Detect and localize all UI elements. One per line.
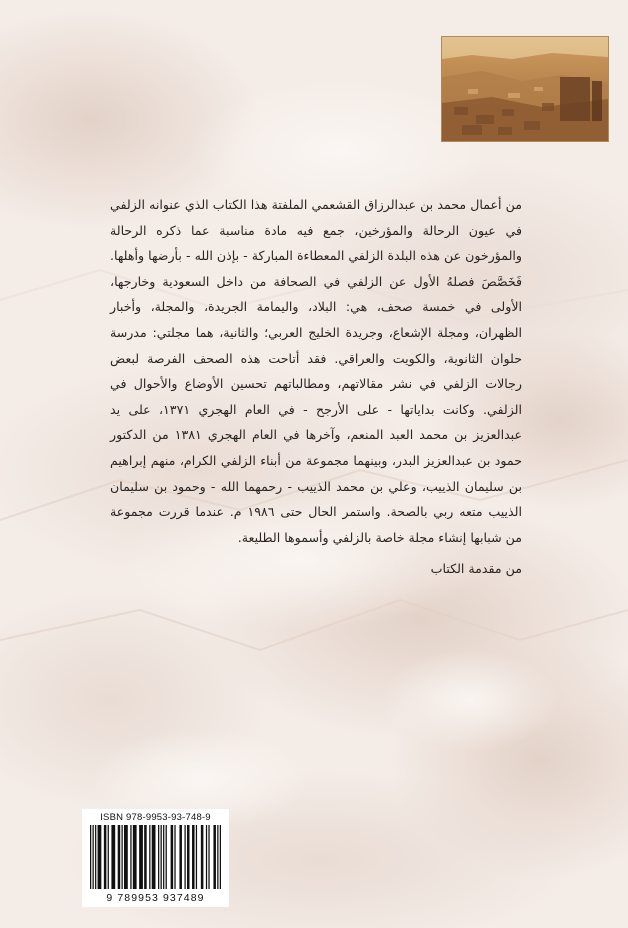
barcode-bar (149, 825, 150, 889)
barcode-bar (161, 825, 162, 889)
barcode-bar (118, 825, 121, 889)
barcode-bar (217, 825, 218, 889)
isbn-barcode (82, 809, 229, 907)
barcode-bar (192, 825, 195, 889)
isbn-label: ISBN 978-9953-93-748-9 (100, 812, 211, 823)
barcode-bar (144, 825, 147, 889)
barcode-bar (104, 825, 107, 889)
barcode-bar (184, 825, 185, 889)
barcode-bar (174, 825, 175, 889)
barcode-bar (163, 825, 164, 889)
barcode-bar (93, 825, 94, 889)
barcode-bar (208, 825, 209, 889)
barcode-bar (196, 825, 197, 889)
barcode-bars (90, 825, 221, 889)
barcode-bar (121, 825, 122, 889)
barcode-bar (213, 825, 216, 889)
barcode-bar (130, 825, 131, 889)
desert-ruins-photo (441, 36, 609, 142)
isbn-digits: 9 789953 937489 (106, 892, 205, 904)
barcode-bar (220, 825, 221, 889)
barcode-bar (158, 825, 159, 889)
barcode-bar (108, 825, 109, 889)
book-description-paragraph: من أعمال محمد بن عبدالرزاق القشعمي الملفتة هذا الكتاب الذي عنوانه الزلفي في عيون الرحالة والمؤرخين، جمع فيه مادة مناسبة عما ذكره الرحالة والمؤرخون عن هذه البلدة الزلفي المعطاءة المباركة - بإذن الله - بأرضها وأهلها. فَخَصَّصَ فصلهُ الأول عن الزلفي في الصحافة من داخل السعودية وخارجها، الأولى في خمسة صحف، هي: البلاد، واليمامة الجريدة، والمجلة، وأخبار الظهران، ومجلة الإشعاع، وجريدة الخليج العربي؛ والثانية، هما مجلتي: مدرسة حلوان الثانوية، والكويت والعراقي. فقد أتاحت هذه الصحف الفرصة لبعض رجالات الزلفي في نشر مقالاتهم، ومطالباتهم تحسين الأوضاع والأحوال في الزلفي. وكانت بداياتها - على الأرجح - في العام الهجري ١٣٧١، على يد عبدالعزيز بن محمد العبد المنعم، وآخرها في العام الهجري ١٣٨١ من الدكتور حمود بن عبدالعزيز البدر، وبينهما مجموعة من أبناء الزلفي الكرام، منهم إبراهيم بن سليمان الذييب، وعلي بن محمد الذييب - رحمهما الله - وحمود بن سليمان الذييب متعه ربي بالصحة. واستمر الحال حتى ١٩٨٦ م. عندما قررت مجموعة من شبابها إنشاء مجلة خاصة بالزلفي وأسموها الطليعة. (110, 197, 523, 545)
barcode-bar (201, 825, 204, 889)
barcode-bar (152, 825, 156, 889)
barcode-bar (187, 825, 190, 889)
barcode-bar (139, 825, 143, 889)
barcode-bar (90, 825, 91, 889)
barcode-bar (206, 825, 207, 889)
barcode-bar (166, 825, 167, 889)
barcode-bar (171, 825, 174, 889)
barcode-bar (98, 825, 102, 889)
barcode-bar (179, 825, 182, 889)
source-attribution: من مقدمة الكتاب (430, 561, 522, 576)
barcode-bar (124, 825, 128, 889)
barcode-bar (133, 825, 137, 889)
barcode-bar (95, 825, 96, 889)
barcode-bar (111, 825, 115, 889)
